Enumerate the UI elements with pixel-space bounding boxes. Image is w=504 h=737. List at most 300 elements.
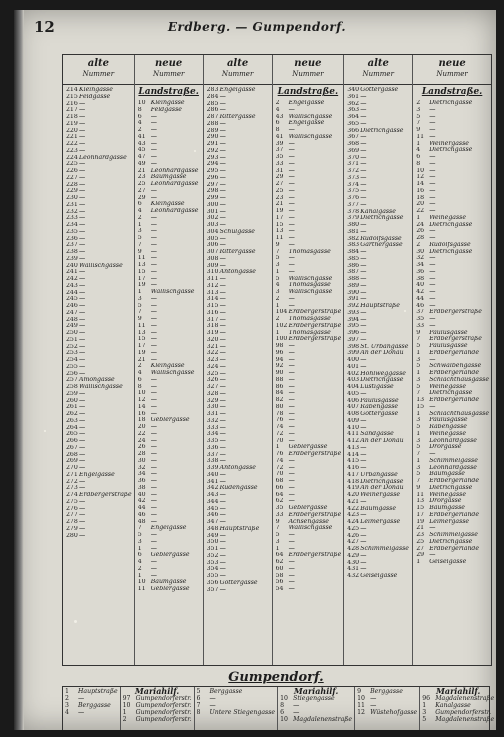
house-number: 274 [66, 492, 78, 498]
table-row [347, 296, 410, 303]
house-number: 260 [66, 397, 78, 404]
table-row [347, 107, 410, 114]
street-name: Kleingasse [79, 87, 113, 93]
house-number: 292 [206, 147, 219, 154]
street-name: Erdbergerlände [429, 545, 480, 552]
table-row [138, 174, 201, 181]
table-row [276, 438, 342, 445]
street-name: — [288, 390, 295, 397]
table-row [138, 539, 201, 546]
house-number: 7 [416, 390, 421, 397]
table-row [276, 465, 342, 472]
table-row [276, 478, 342, 485]
street-name: Feldgasse [79, 93, 111, 100]
house-number: 9 [416, 127, 421, 133]
house-number: 5 [416, 363, 421, 370]
house-number: 340 [206, 471, 219, 478]
table-row [347, 546, 410, 553]
street-name: — [79, 343, 86, 350]
house-number: 230 [66, 195, 78, 201]
table-row [207, 371, 270, 378]
bottom-column [278, 687, 355, 730]
table-row [416, 215, 489, 222]
street-name: Dietrichgasse [429, 538, 473, 545]
table-row [347, 533, 410, 540]
house-number: 1 [275, 268, 280, 275]
table-row [207, 209, 270, 216]
street-name: — [219, 262, 226, 269]
house-number: 348 [206, 525, 219, 532]
table-row [416, 282, 489, 289]
house-number: 278 [66, 519, 78, 525]
table-row [347, 553, 410, 560]
street-name: — [219, 289, 226, 296]
table-row [276, 127, 342, 134]
bottom-column [63, 687, 121, 730]
street-name: — [79, 100, 86, 107]
table-row [138, 451, 201, 458]
house-number: 3 [422, 709, 427, 716]
house-number: 249 [66, 323, 78, 330]
street-name: Feldgasse [150, 106, 182, 113]
street-name: — [288, 430, 295, 437]
house-number: 5 [196, 688, 201, 695]
house-number: 343 [206, 492, 219, 498]
street-name: — [288, 147, 295, 154]
street-name: Weihegasse [429, 383, 466, 390]
street-name: — [150, 235, 157, 241]
street-name: — [219, 512, 226, 519]
house-number: 267 [66, 444, 78, 451]
house-number: 2 [137, 214, 142, 221]
table-row [207, 161, 270, 168]
house-number: 25 [275, 187, 284, 194]
street-name: — [288, 457, 295, 464]
street-name: — [79, 208, 86, 215]
house-number: 23 [137, 174, 146, 181]
table-row [66, 337, 132, 344]
table-row [138, 120, 201, 127]
table-row [138, 498, 201, 505]
street-name: — [79, 255, 86, 262]
house-number: 300 [206, 201, 219, 208]
house-number: 38 [416, 275, 425, 282]
house-number: 1 [416, 457, 421, 464]
street-name: — [150, 565, 157, 572]
table-column [135, 55, 204, 665]
table-row [276, 195, 342, 202]
street-name: Engelgasse [288, 120, 325, 127]
house-number: 337 [206, 451, 219, 458]
table-row [347, 425, 410, 432]
table-row [66, 269, 132, 276]
street-name: Wällischgasse [288, 275, 333, 282]
table-row [138, 552, 201, 559]
house-number: 45 [137, 147, 146, 154]
street-name: — [150, 484, 157, 491]
table-row [347, 249, 410, 256]
table-row [138, 525, 201, 532]
street-name: — [79, 519, 86, 525]
street-name: — [150, 221, 157, 228]
house-number: 290 [206, 134, 219, 141]
house-number: 265 [66, 431, 78, 438]
house-number: 419 [347, 485, 360, 492]
street-name: — [219, 492, 226, 498]
house-number: 261 [66, 404, 78, 411]
house-number: 46 [137, 511, 146, 518]
table-row [280, 709, 352, 716]
house-number: 366 [347, 127, 360, 134]
street-name: Hohlweggasse [360, 370, 406, 377]
table-row [416, 188, 489, 195]
table-row [276, 255, 342, 262]
street-name: — [288, 160, 295, 167]
house-number: 9 [137, 248, 142, 255]
house-number: 368 [347, 141, 360, 147]
street-name: — [360, 222, 367, 228]
street-name: — [79, 330, 86, 336]
table-row [416, 161, 489, 168]
table-row [207, 499, 270, 506]
house-number: 3 [416, 106, 421, 113]
table-column [413, 55, 491, 665]
street-name: — [150, 241, 157, 248]
street-name: Wüstehofgasse [370, 709, 418, 716]
street-name: — [79, 451, 86, 458]
street-name: — [360, 269, 367, 276]
running-head [28, 18, 486, 38]
table-row [347, 148, 410, 155]
table-row [207, 215, 270, 222]
house-number: 15 [275, 221, 284, 228]
house-number: 10 [137, 390, 146, 397]
house-number: 6 [137, 113, 142, 120]
street-name: — [288, 538, 295, 545]
street-name: Berggasse [370, 688, 403, 695]
house-number: 374 [347, 181, 360, 188]
street-name: Paulusgasse [429, 417, 468, 424]
street-name: — [219, 370, 226, 377]
table-row [138, 343, 201, 350]
table-row [347, 371, 410, 378]
street-name: — [150, 309, 157, 316]
table-row [66, 425, 132, 432]
house-number: 43 [275, 113, 284, 120]
street-name: — [429, 451, 436, 457]
table-row [422, 695, 494, 702]
table-row [416, 269, 489, 276]
street-name: Wällischgasse [79, 384, 123, 390]
street-name: — [219, 134, 226, 141]
house-number: 11 [137, 322, 146, 329]
street-name: — [360, 330, 367, 336]
column-header-sublabel: Nummer [362, 70, 394, 78]
house-number: 3 [137, 538, 142, 545]
table-row [422, 702, 494, 709]
table-row [207, 290, 270, 297]
street-name: — [288, 403, 295, 410]
street-name: — [219, 100, 226, 107]
table-row [280, 702, 352, 709]
table-row [207, 134, 270, 141]
house-number: 334 [206, 431, 219, 438]
table-row [66, 512, 132, 519]
house-number: 47 [137, 154, 146, 160]
street-name: — [360, 323, 367, 330]
table-row [138, 107, 201, 114]
street-name: Dietrichgasse [429, 248, 473, 255]
street-name: — [79, 465, 86, 471]
street-name: — [429, 268, 436, 275]
house-number: 356 [206, 579, 219, 586]
street-name: — [219, 417, 226, 424]
street-name: Schulgasse [219, 228, 255, 235]
table-row [347, 195, 410, 202]
street-name: — [293, 709, 300, 716]
street-name: Leimergasse [429, 518, 470, 525]
table-row [416, 552, 489, 559]
house-number: 9 [275, 241, 280, 248]
house-number: 10 [416, 167, 425, 174]
street-name: — [79, 269, 86, 276]
table-row [66, 290, 132, 297]
street-number-table [62, 54, 492, 666]
house-number: 37 [275, 147, 284, 154]
table-row [207, 465, 270, 472]
street-name: — [150, 397, 157, 403]
street-name: Erdbergerstraße [288, 552, 342, 559]
table-row [347, 573, 410, 580]
street-name: Berggasse [209, 688, 243, 695]
table-row [207, 114, 270, 121]
street-name: — [288, 376, 295, 383]
house-number: 36 [137, 478, 146, 484]
street-name: — [360, 532, 367, 539]
table-row [66, 458, 132, 465]
house-number: 3 [416, 376, 421, 383]
street-name: — [79, 276, 86, 282]
table-row [207, 202, 270, 209]
table-row [207, 573, 270, 580]
house-number: 347 [206, 519, 219, 525]
street-name: Kanalgasse [360, 208, 396, 215]
street-name: — [219, 552, 226, 559]
table-row [66, 202, 132, 209]
street-name: — [79, 107, 86, 114]
street-name: — [150, 451, 157, 457]
table-row [66, 384, 132, 391]
street-name: — [219, 303, 226, 309]
table-row [416, 147, 489, 154]
house-number: 32 [137, 464, 146, 471]
house-number: 60 [275, 565, 284, 572]
table-row [138, 154, 201, 161]
table-row [416, 249, 489, 256]
street-name: — [219, 161, 226, 168]
table-row [276, 174, 342, 181]
bottom-column [121, 687, 195, 730]
street-name: — [219, 377, 226, 384]
house-number: 283 [206, 87, 219, 93]
table-row [276, 417, 342, 424]
house-number: 376 [347, 195, 360, 201]
street-name: — [219, 195, 226, 201]
house-number: 7 [416, 451, 421, 457]
street-name: — [219, 573, 226, 579]
table-row [65, 709, 118, 716]
street-name: Erdbergerstraße [429, 309, 482, 316]
table-row [207, 303, 270, 310]
street-name: — [288, 417, 295, 424]
table-row [276, 411, 342, 418]
bottom-column [195, 687, 279, 730]
street-name: — [150, 383, 157, 390]
house-number: 393 [347, 309, 360, 316]
street-name: — [288, 484, 295, 491]
house-number: 323 [206, 357, 219, 363]
street-name: — [79, 188, 86, 195]
table-row [416, 222, 489, 229]
table-row [207, 539, 270, 546]
house-number: 26 [137, 444, 146, 451]
street-name: — [288, 424, 295, 430]
table-row [416, 303, 489, 310]
table-row [347, 87, 410, 94]
house-number: 35 [275, 154, 284, 160]
house-number: 423 [347, 512, 360, 519]
house-number: 3 [416, 356, 421, 363]
street-name: — [288, 559, 295, 565]
house-number: 82 [275, 397, 284, 403]
street-name: Weihegasse [429, 491, 466, 498]
table-row [347, 465, 410, 472]
house-number: 1 [416, 370, 421, 376]
section-title: Gumpendorf. [228, 670, 324, 685]
house-number: 237 [66, 242, 78, 249]
street-name: — [288, 586, 295, 592]
house-number: 336 [206, 444, 219, 451]
table-row [276, 100, 342, 107]
street-name: — [79, 532, 86, 539]
house-number: 2 [275, 100, 280, 106]
table-row [138, 255, 201, 262]
table-row [138, 330, 201, 337]
street-name: — [360, 444, 367, 451]
table-row [416, 458, 489, 465]
table-row [276, 579, 342, 586]
street-name: — [219, 147, 226, 154]
table-row [197, 695, 276, 702]
table-row [347, 323, 410, 330]
house-number: 312 [206, 282, 219, 289]
house-number: 11 [357, 702, 365, 709]
table-row [66, 141, 132, 148]
house-number: 7 [416, 336, 421, 343]
table-row [66, 472, 132, 479]
street-name: — [150, 160, 157, 167]
street-name: Engelgasse [219, 87, 256, 93]
street-name: — [150, 127, 157, 133]
house-number: 22 [137, 430, 146, 437]
table-row [66, 121, 132, 128]
house-number: 402 [347, 370, 360, 377]
table-row [66, 303, 132, 310]
table-row [276, 492, 342, 499]
street-name: — [219, 458, 226, 465]
street-name: — [360, 188, 367, 195]
table-row [66, 526, 132, 533]
street-name: Engelgasse [79, 471, 115, 478]
house-number: 355 [206, 573, 219, 579]
table-row [416, 336, 489, 343]
table-row [207, 249, 270, 256]
table-row [276, 235, 342, 242]
table-row [207, 276, 270, 283]
house-number: 5 [416, 383, 421, 390]
house-number: 425 [347, 525, 360, 532]
street-name: — [288, 221, 295, 228]
house-number: 231 [66, 201, 78, 208]
table-row [207, 155, 270, 162]
street-name: — [219, 188, 226, 195]
house-number: 221 [66, 134, 78, 141]
house-number: 48 [137, 518, 146, 525]
street-name: — [288, 201, 295, 208]
street-name: Lustigasse [360, 384, 394, 390]
table-row [207, 229, 270, 236]
house-number: 333 [206, 424, 219, 431]
house-number: 315 [206, 303, 219, 309]
table-row [416, 228, 489, 235]
house-number: 401 [347, 363, 360, 370]
house-number: 239 [66, 255, 78, 262]
table-row [276, 309, 342, 316]
table-row [276, 424, 342, 431]
street-name: Gumpendorferstr. [435, 709, 492, 716]
table-row [138, 546, 201, 553]
house-number: 220 [66, 127, 78, 134]
table-row [138, 222, 201, 229]
table-row [416, 343, 489, 350]
street-name: — [219, 336, 226, 343]
street-name: Schlachthausgasse [429, 376, 489, 383]
house-number: 10 [280, 716, 288, 723]
house-number: 328 [206, 390, 219, 397]
table-row [276, 161, 342, 168]
street-name: An der Donau [360, 485, 404, 492]
table-row [138, 438, 201, 445]
street-name: Magdalenenstraße [435, 716, 495, 723]
street-name: — [360, 336, 367, 343]
street-name: — [150, 349, 157, 356]
house-number: 3 [416, 417, 421, 424]
column-header-label: neue [438, 58, 466, 69]
house-number: 30 [137, 457, 146, 464]
street-name: Drorgasse [429, 444, 462, 451]
street-name: — [288, 498, 295, 505]
street-name: — [79, 411, 86, 417]
table-row [207, 168, 270, 175]
street-name: — [360, 417, 367, 424]
house-number: 19 [275, 208, 284, 214]
street-name: — [79, 303, 86, 309]
table-row [66, 168, 132, 175]
table-row [138, 249, 201, 256]
table-row [138, 350, 201, 357]
table-row [138, 471, 201, 478]
table-row [65, 702, 118, 709]
